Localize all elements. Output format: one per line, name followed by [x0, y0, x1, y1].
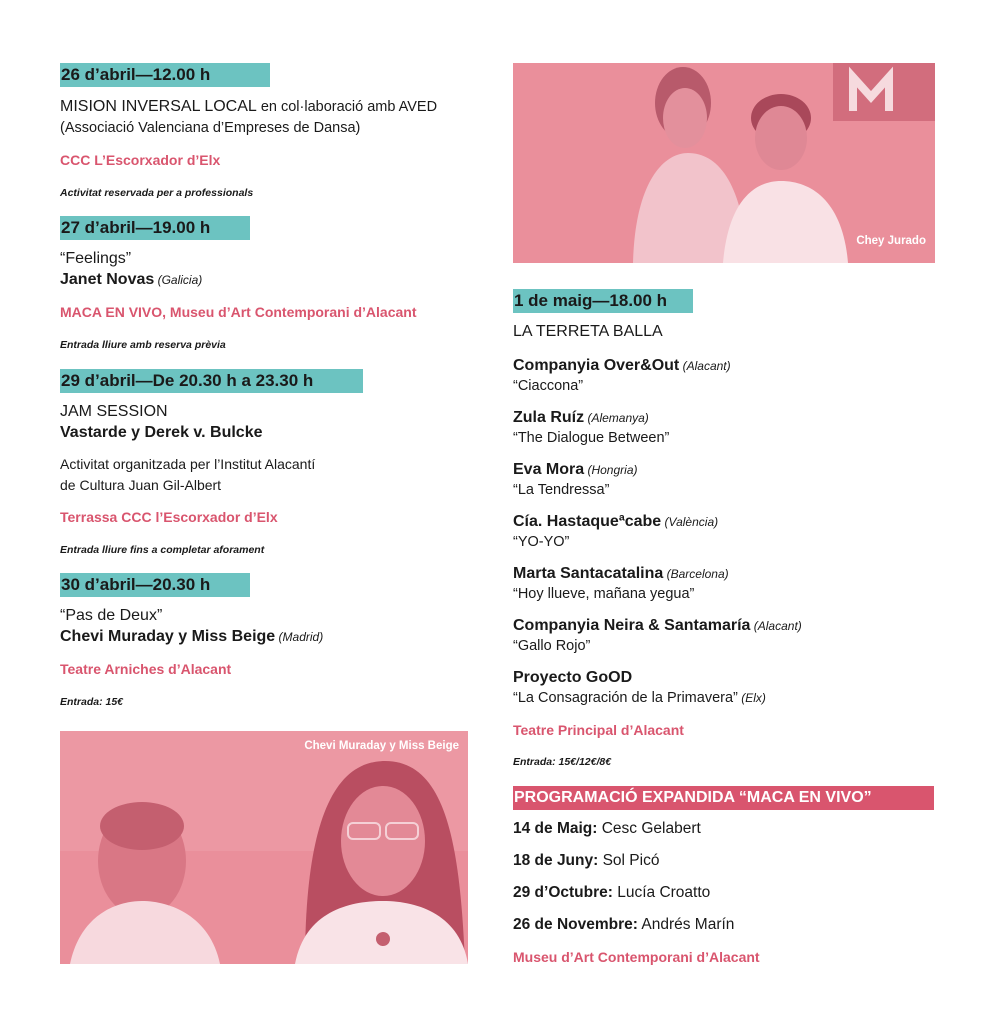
expanded-program-heading: PROGRAMACIÓ EXPANDIDA “MACA EN VIVO”: [513, 786, 934, 810]
company-work-title: “La Consagración de la Primavera”: [513, 690, 738, 706]
event-artist: [60, 270, 202, 290]
company-origin: (Alacant): [679, 359, 731, 373]
company-name-line: [513, 408, 649, 428]
expanded-item-date: 26 de Novembre:: [513, 916, 638, 933]
duotone-portrait-image: [60, 731, 468, 964]
event-work-title: “Pas de Deux”: [60, 607, 163, 624]
event-work-title: “Feelings”: [60, 250, 132, 267]
company-work-line: [513, 480, 609, 501]
company-name-line: [513, 512, 718, 532]
work-origin: (Elx): [737, 691, 766, 705]
event-title-main: MISION INVERSAL LOCAL: [60, 98, 257, 115]
event-artist: [60, 627, 323, 647]
company-work-line: [513, 636, 590, 657]
company-name-line: [513, 616, 802, 636]
expanded-program-item: [513, 884, 710, 902]
company-origin: (Alacant): [750, 619, 802, 633]
company-origin: (València): [661, 515, 719, 529]
expanded-item-date: 18 de Juny:: [513, 852, 599, 869]
event-title: [60, 97, 437, 117]
company-name-line: [513, 668, 632, 688]
event-note: Entrada lliure amb reserva prèvia: [60, 339, 226, 351]
photo-caption: Chevi Muraday y Miss Beige: [304, 740, 459, 752]
expanded-item-artist: Lucía Croatto: [612, 884, 711, 901]
company-name-line: [513, 356, 731, 376]
company-name-line: [513, 564, 729, 584]
event-date-30-april: 30 d’abril—20.30 h: [60, 573, 250, 597]
duotone-portrait-image: [513, 63, 935, 263]
company-origin: (Hongria): [584, 463, 638, 477]
event-date-27-april: 27 d’abril—19.00 h: [60, 216, 250, 240]
company-work-title: “Hoy llueve, mañana yegua”: [513, 586, 695, 602]
company-work-line: [513, 532, 569, 553]
company-work-title: “La Tendressa”: [513, 482, 610, 498]
event-venue: MACA EN VIVO, Museu d’Art Contemporani d’Alacant: [60, 304, 417, 320]
event-artist: Vastarde y Derek v. Bulcke: [60, 424, 263, 441]
company-name: Proyecto GoOD: [513, 669, 633, 686]
event-venue: Teatre Arniches d’Alacant: [60, 661, 232, 677]
expanded-program-venue: Museu d’Art Contemporani d’Alacant: [513, 949, 760, 965]
event-description-line2: de Cultura Juan Gil-Albert: [60, 477, 222, 493]
expanded-item-artist: Andrés Marín: [637, 916, 735, 933]
company-work-title: “The Dialogue Between”: [513, 430, 670, 446]
expanded-program-item: [513, 852, 659, 870]
company-origin: (Barcelona): [663, 567, 729, 581]
expanded-program-item: [513, 916, 734, 934]
company-name: Cía. Hastaqueªcabe: [513, 513, 662, 530]
company-name: Zula Ruíz: [513, 409, 585, 426]
company-work-title: “YO-YO”: [513, 534, 570, 550]
event-title: LA TERRETA BALLA: [513, 323, 663, 340]
event-title: JAM SESSION: [60, 403, 168, 420]
company-work-line: [513, 428, 669, 449]
event-note: Entrada: 15€: [60, 696, 124, 708]
expanded-program-item: [513, 820, 701, 838]
company-work-title: “Ciaccona”: [513, 378, 584, 394]
company-work-line: [513, 376, 583, 397]
company-name: Companyia Over&Out: [513, 357, 680, 374]
event-note: Entrada: 15€/12€/8€: [513, 756, 612, 768]
event-title-line2: (Associació Valenciana d’Empreses de Dansa): [60, 120, 361, 136]
event-venue: CCC L’Escorxador d’Elx: [60, 152, 221, 168]
event-note: Entrada lliure fins a completar aforament: [60, 544, 265, 556]
artist-origin: (Madrid): [275, 630, 324, 644]
company-name-line: [513, 460, 638, 480]
company-name: Marta Santacatalina: [513, 565, 664, 582]
company-work-title: “Gallo Rojo”: [513, 638, 591, 654]
company-name: Companyia Neira & Santamaría: [513, 617, 751, 634]
photo-caption: Chey Jurado: [856, 235, 926, 247]
photo-chevi-muraday-miss-beige: [60, 731, 468, 964]
photo-chey-jurado: [513, 63, 935, 263]
artist-origin: (Galicia): [154, 273, 203, 287]
company-name: Eva Mora: [513, 461, 585, 478]
event-description-line1: Activitat organitzada per l’Institut Alacantí: [60, 456, 316, 472]
company-origin: (Alemanya): [584, 411, 649, 425]
company-work-line: [513, 584, 694, 605]
expanded-item-date: 14 de Maig:: [513, 820, 598, 837]
artist-name: Chevi Muraday y Miss Beige: [60, 628, 276, 645]
event-date-26-april: 26 d’abril—12.00 h: [60, 63, 270, 87]
event-title-rest: en col·laboració amb AVED: [256, 99, 438, 115]
event-note: Activitat reservada per a professionals: [60, 187, 254, 199]
event-date-29-april: 29 d’abril—De 20.30 h a 23.30 h: [60, 369, 363, 393]
expanded-item-date: 29 d’Octubre:: [513, 884, 613, 901]
event-venue: Terrassa CCC l’Escorxador d’Elx: [60, 509, 278, 525]
event-date-1-may: 1 de maig—18.00 h: [513, 289, 693, 313]
artist-name: Janet Novas: [60, 271, 155, 288]
company-work-line: [513, 688, 766, 709]
expanded-item-artist: Sol Picó: [598, 852, 660, 869]
expanded-item-artist: Cesc Gelabert: [597, 820, 701, 837]
event-venue: Teatre Principal d’Alacant: [513, 722, 684, 738]
